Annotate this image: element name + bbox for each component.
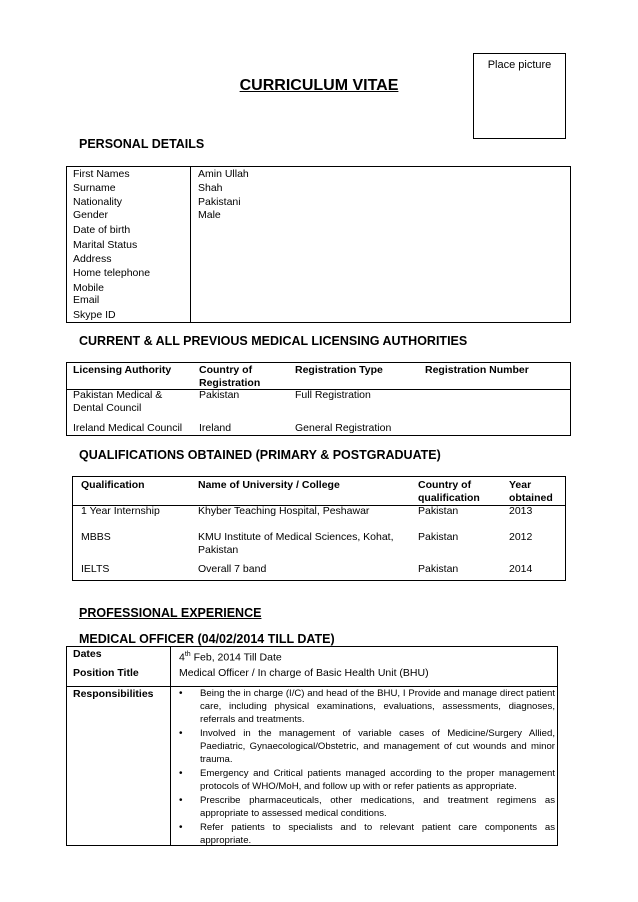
value-gender: Male: [198, 209, 221, 221]
qual-row-3-qualification: IELTS: [81, 563, 110, 575]
list-item: [179, 767, 555, 793]
responsibilities-label: Responsibilities: [73, 688, 154, 700]
qual-row-1-qualification: 1 Year Internship: [81, 505, 160, 517]
label-address: Address: [73, 253, 112, 265]
professional-experience-heading: PROFESSIONAL EXPERIENCE: [79, 606, 262, 620]
responsibility-text: Being the in charge (I/C) and head of the BHU, I Provide and manage direct patient care, including physical examinations, evaluations, assessments, diagnoses, referrals and treatments.: [200, 688, 555, 725]
label-email: Email: [73, 294, 100, 306]
licensing-row-1-authority: Pakistan Medical & Dental Council: [73, 389, 163, 414]
qual-row-2-university: KMU Institute of Medical Sciences, Kohat, Pakistan: [198, 531, 394, 556]
label-first-names: First Names: [73, 168, 130, 180]
licensing-row-2-country: Ireland: [199, 422, 232, 434]
qualifications-heading: QUALIFICATIONS OBTAINED (PRIMARY & POSTGRADUATE): [79, 448, 441, 462]
list-item: [179, 794, 555, 820]
responsibility-text: Prescribe pharmaceuticals, other medications, and treatment regimens as appropriate to assessed medical conditions.: [200, 795, 555, 819]
label-gender: Gender: [73, 209, 109, 221]
label-date-of-birth: Date of birth: [73, 224, 131, 236]
bullet-icon: •: [179, 728, 183, 739]
licensing-header-number: Registration Number: [425, 364, 529, 376]
qual-row-1-university: Khyber Teaching Hospital, Peshawar: [198, 505, 370, 517]
value-nationality: Pakistani: [198, 196, 241, 208]
responsibility-text: Refer patients to specialists and to relevant patient care components as appropriate.: [200, 822, 555, 846]
place-picture-label: Place picture: [487, 59, 552, 71]
licensing-heading: CURRENT & ALL PREVIOUS MEDICAL LICENSING AUTHORITIES: [79, 334, 468, 348]
bullet-icon: •: [179, 688, 183, 699]
bullet-icon: •: [179, 795, 183, 806]
dates-rest: Feb, 2014 Till Date: [190, 651, 282, 664]
licensing-row-1-country: Pakistan: [199, 389, 240, 401]
dates-suffix: th: [184, 651, 191, 658]
licensing-row-2-type: General Registration: [295, 422, 392, 434]
personal-details-table: [66, 166, 571, 323]
qual-row-1-country: Pakistan: [418, 505, 459, 517]
qual-header-qualification: Qualification: [81, 479, 145, 491]
label-home-telephone: Home telephone: [73, 267, 151, 279]
qual-header-country: Country of qualification: [418, 479, 480, 504]
value-first-names: Amin Ullah: [198, 168, 249, 180]
position-title-label: Position Title: [73, 667, 139, 679]
column-divider: [190, 167, 191, 322]
licensing-header-type: Registration Type: [295, 364, 383, 376]
list-item: [179, 821, 555, 847]
licensing-header-country: Country of Registration: [199, 364, 261, 389]
qual-row-2-qualification: MBBS: [81, 531, 111, 543]
document-title: CURRICULUM VITAE: [239, 77, 399, 94]
label-mobile: Mobile: [73, 282, 104, 294]
dates-day: 4: [179, 651, 185, 664]
responsibilities-list: [179, 687, 555, 848]
label-nationality: Nationality: [73, 196, 123, 208]
list-item: [179, 687, 555, 726]
label-marital-status: Marital Status: [73, 239, 138, 251]
bullet-icon: •: [179, 768, 183, 779]
licensing-header-authority: Licensing Authority: [73, 364, 172, 376]
experience-table: [66, 646, 558, 846]
place-picture-box: [473, 53, 566, 139]
list-item: [179, 727, 555, 766]
label-surname: Surname: [73, 182, 116, 194]
job-title-heading: MEDICAL OFFICER (04/02/2014 TILL DATE): [79, 632, 335, 646]
responsibility-text: Involved in the management of variable cases of Medicine/Surgery Allied, Paediatric, Gynaecological/Obstetric, and management of cut wounds and minor trauma.: [200, 728, 555, 765]
qual-row-1-year: 2013: [509, 505, 533, 517]
qual-row-2-country: Pakistan: [418, 531, 459, 543]
licensing-table: [66, 362, 571, 436]
licensing-row-2-authority: Ireland Medical Council: [73, 422, 183, 434]
qual-row-3-country: Pakistan: [418, 563, 459, 575]
qual-row-3-year: 2014: [509, 563, 533, 575]
label-skype-id: Skype ID: [73, 309, 116, 321]
responsibility-text: Emergency and Critical patients managed according to the proper management protocols of WHO/MoH, and follow up with or refer patients as appropriate.: [200, 768, 555, 792]
bullet-icon: •: [179, 822, 183, 833]
qual-header-year: Year obtained: [509, 479, 553, 504]
dates-label: Dates: [73, 648, 102, 660]
qualifications-table: [72, 476, 566, 581]
personal-details-heading: PERSONAL DETAILS: [79, 137, 205, 151]
position-title-value: Medical Officer / In charge of Basic Health Unit (BHU): [179, 667, 429, 679]
qual-row-2-year: 2012: [509, 531, 533, 543]
qual-header-university: Name of University / College: [198, 479, 340, 491]
column-divider: [170, 647, 171, 845]
licensing-row-1-type: Full Registration: [295, 389, 371, 401]
dates-value: [179, 648, 282, 665]
qual-row-3-university: Overall 7 band: [198, 563, 267, 575]
value-surname: Shah: [198, 182, 223, 194]
